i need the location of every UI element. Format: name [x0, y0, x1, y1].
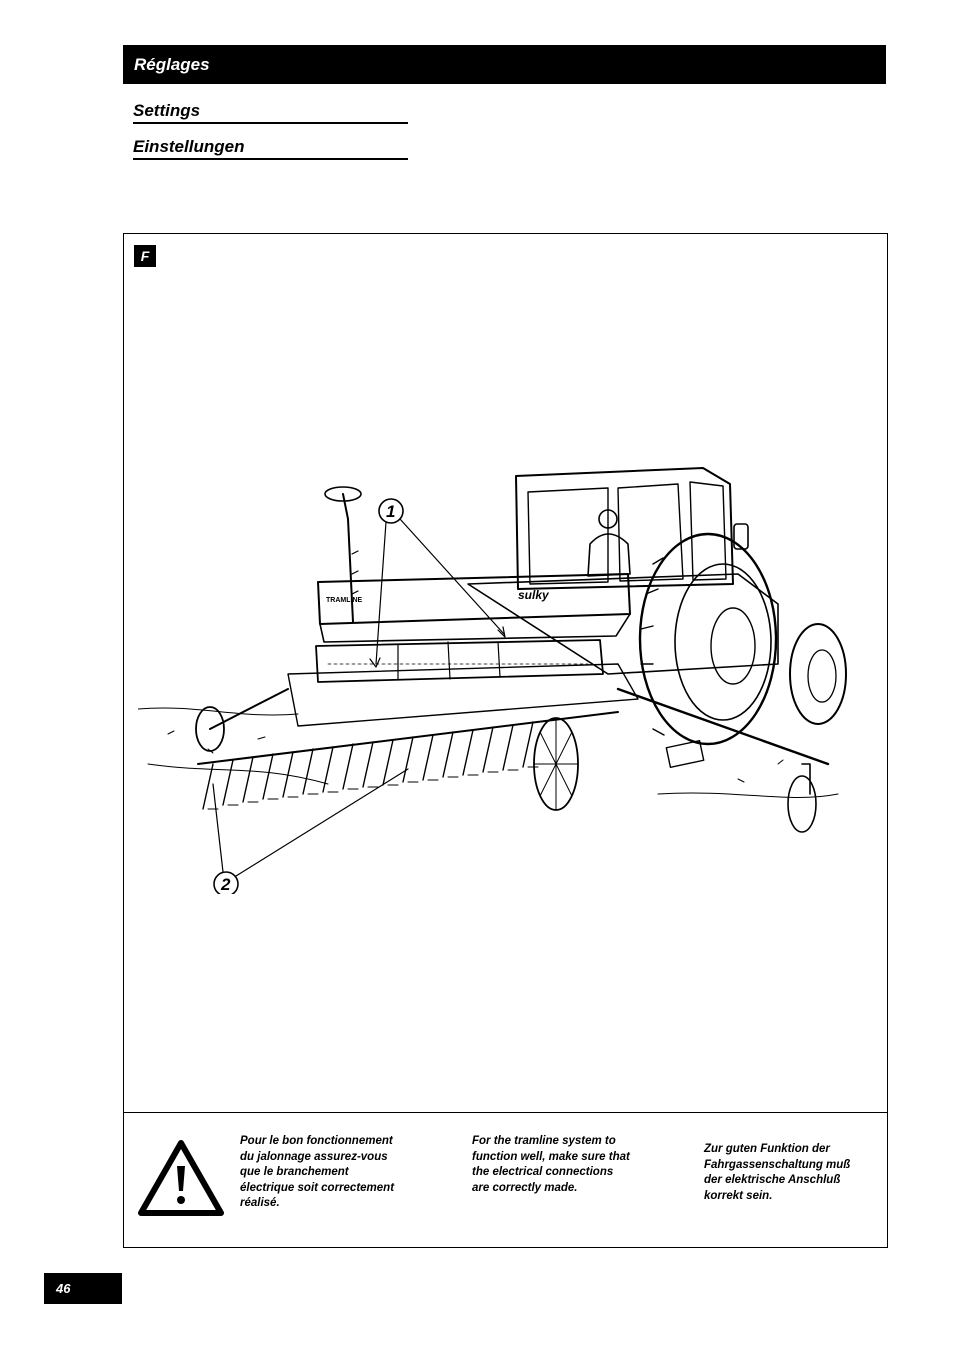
figure-badge: F	[134, 245, 156, 267]
brand-label: sulky	[518, 588, 549, 602]
subtitle-einstellungen: Einstellungen	[133, 136, 408, 160]
figure-frame	[123, 233, 888, 1248]
note-french: Pour le bon fonctionnement du jalonnage assurez-vous que le branchement électrique soit correctement réalisé.	[240, 1135, 395, 1209]
callout-1: 1	[386, 502, 396, 521]
subtitle-settings: Settings	[133, 100, 408, 124]
warning-triangle-icon	[138, 1139, 224, 1217]
tramline-label: TRAMLINE	[326, 597, 363, 604]
callout-2: 2	[221, 875, 231, 894]
section-header	[123, 45, 886, 84]
page-number-label: 46	[56, 1281, 71, 1296]
page-number	[44, 1273, 122, 1304]
note-english: For the tramline system to function well, make sure that the electrical connections are correctly made.	[472, 1135, 630, 1194]
section-title: Réglages	[134, 55, 210, 74]
seed-drill-tractor-illustration	[138, 464, 858, 894]
note-german: Zur guten Funktion der Fahrgassenschaltung muß der elektrische Anschluß korrekt sein.	[704, 1143, 851, 1202]
notes-divider	[124, 1112, 887, 1113]
